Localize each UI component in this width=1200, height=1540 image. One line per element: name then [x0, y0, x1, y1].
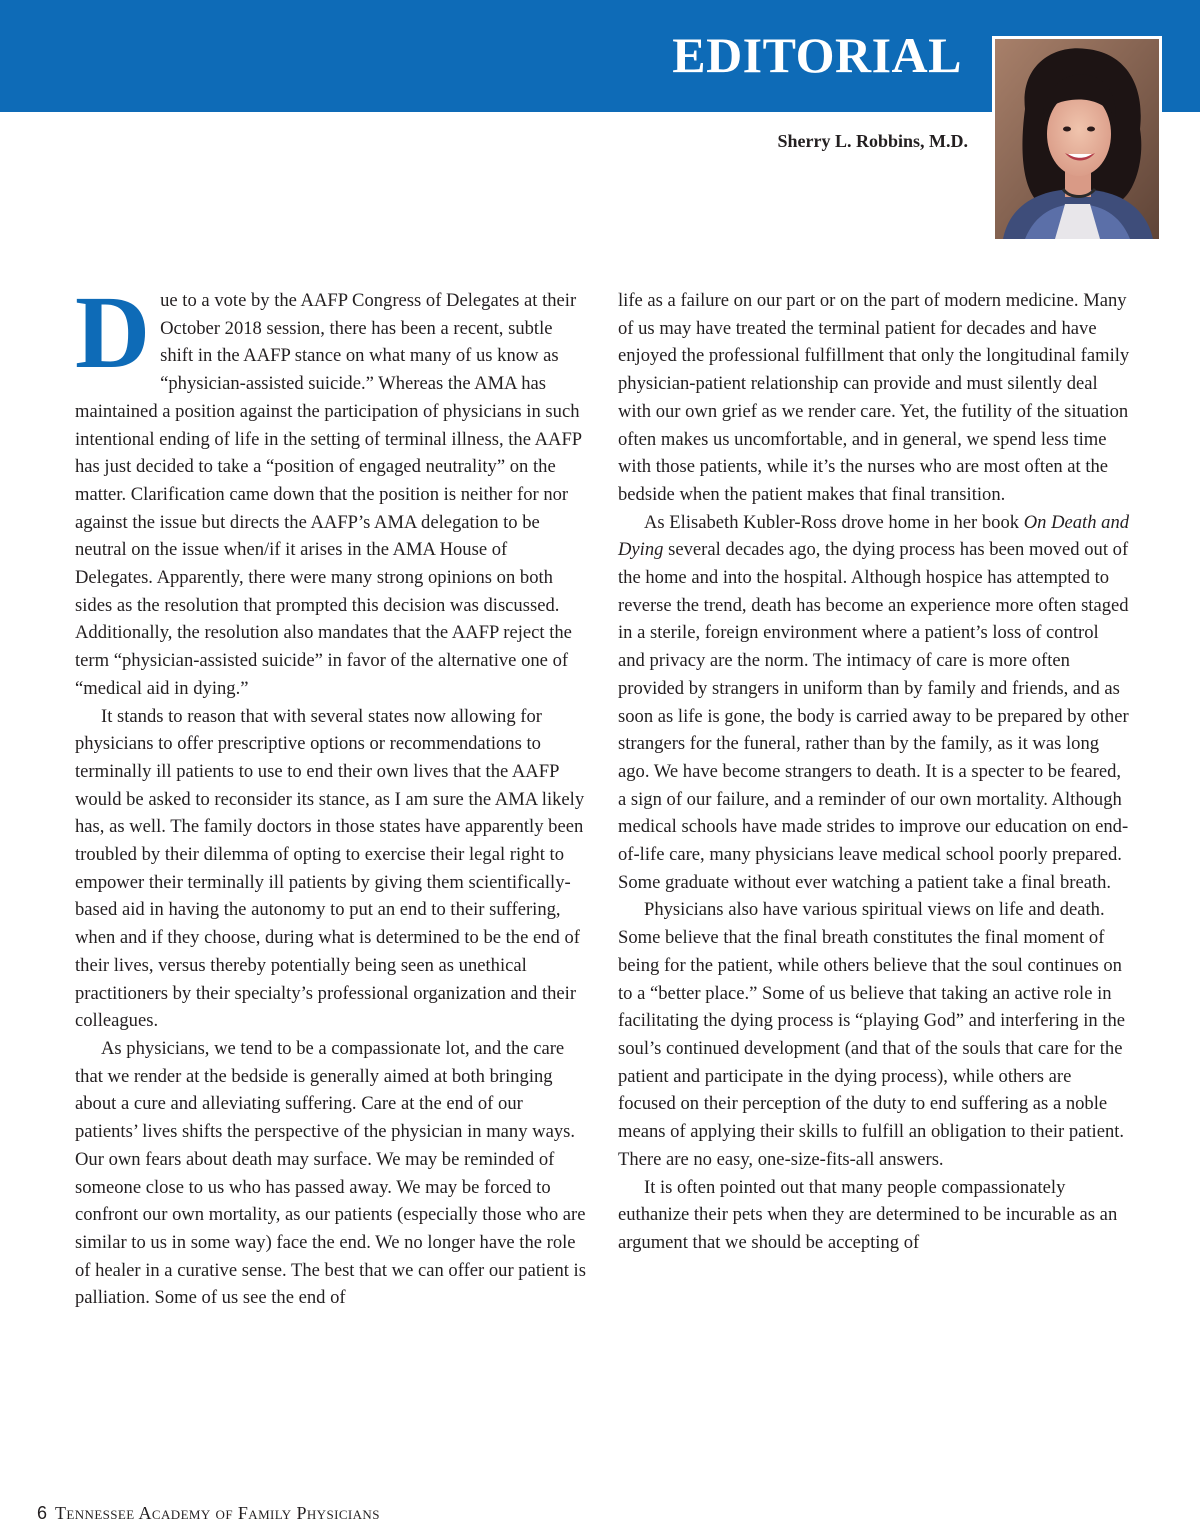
article-paragraph [75, 275, 587, 703]
author-portrait-image [995, 39, 1159, 239]
section-title: EDITORIAL [672, 27, 962, 83]
paragraph-text: As Elisabeth Kubler-Ross drove home in her book [644, 511, 1024, 533]
article-paragraph: It stands to reason that with several states now allowing for physicians to offer prescriptive options or recommendations to terminally ill patients to use to end their own lives that the AAFP would be asked to reconsider its stance, as I am sure the AMA likely has, as well. The family doctors in those states have apparently been troubled by their dilemma of opting to exercise their legal right to empower their terminally ill patients by giving them scientifically-based aid in having the autonomy to put an end to their suffering, when and if they choose, during what is determined to be the end of their lives, versus thereby potentially being seen as unethical practitioners by their specialty’s professional organization and their colleagues. [75, 705, 585, 1032]
article-paragraph [618, 509, 1130, 897]
publication-name: Tennessee Academy of Family Physicians [55, 1503, 380, 1523]
paragraph-text: ue to a vote by the AAFP Congress of Delegates at their October 2018 session, there has been a recent, subtle shift in the AAFP stance on what many of us know as “physician-assisted suicide.” Whereas the AMA has maintained a position against the participation of physicians in such intentional ending of life in the setting of terminal illness, the AAFP has just decided to take a “position of engaged neutrality” on the matter. Clarification came down that the position is neither for nor against the issue but directs the AAFP’s AMA delegation to be neutral on the issue when/if it arises in the AMA House of Delegates. Apparently, there were many strong opinions on both sides as the resolution that prompted this decision was discussed. Additionally, the resolution also mandates that the AAFP reject the term “physician-assisted suicide” in favor of the alternative one of “medical aid in dying.” [75, 290, 582, 699]
page-number: 6 [37, 1503, 48, 1523]
article-paragraph: life as a failure on our part or on the part of modern medicine. Many of us may have treated the terminal patient for decades and have enjoyed the professional fulfillment that only the longitudinal family physician-patient relationship can provide and must silently deal with our own grief as we render care. Yet, the futility of the situation often makes us uncomfortable, and in general, we spend less time with those patients, while it’s the nurses who are most often at the bedside when the patient makes that final transition. [618, 290, 1130, 505]
article-paragraph: It is often pointed out that many people compassionately euthanize their pets when they are determined to be incurable as an argument that we should be accepting of [618, 1176, 1118, 1253]
article-column-left [75, 275, 587, 1312]
paragraph-text: several decades ago, the dying process has been moved out of the home and into the hospital. Although hospice has attempted to reverse the trend, death has become an experience more often staged in a sterile, foreign environment where a patient’s loss of control and privacy are the norm. The intimacy of care is more often provided by strangers in uniform than by family and friends, and as soon as life is gone, the body is carried away to be prepared by other strangers for the funeral, rather than by the family, as it was long ago. We have become strangers to death. It is a specter to be feared, a sign of our failure, and a reminder of our own mortality. Although medical schools have made strides to improve our education on end-of-life care, many physicians leave medical school poorly prepared. Some graduate without ever watching a patient take a final breath. [618, 539, 1129, 893]
book-title: On Death and Dying [618, 511, 1130, 561]
article-paragraph: Physicians also have various spiritual views on life and death. Some believe that the final breath constitutes the final moment of being for the patient, while others believe that the soul continues on to a “better place.” Some of us believe that taking an active role in facilitating the dying process is “playing God” and interfering in the soul’s continued development (and that of the souls that care for the patient and participate in the dying process), while others are focused on their perception of the duty to end suffering as a noble means of applying their skills to fulfill an obligation to their patient. There are no easy, one-size-fits-all answers. [618, 899, 1126, 1170]
article-column-right [618, 287, 1130, 1257]
article-paragraph: As physicians, we tend to be a compassionate lot, and the care that we render at the bedside is generally aimed at both bringing about a cure and alleviating suffering. Care at the end of our patients’ lives shifts the perspective of the physician in many ways. Our own fears about death may surface. We may be reminded of someone close to us who has passed away. We may be forced to confront our own mortality, as our patients (especially those who are similar to us in some way) face the end. We no longer have the role of healer in a curative sense. The best that we can offer our patient is palliation. Some of us see the end of [75, 1037, 586, 1309]
drop-cap: D [75, 275, 151, 390]
author-byline: Sherry L. Robbins, M.D. [777, 131, 968, 151]
author-photo [992, 36, 1162, 242]
page-footer [37, 1504, 380, 1522]
